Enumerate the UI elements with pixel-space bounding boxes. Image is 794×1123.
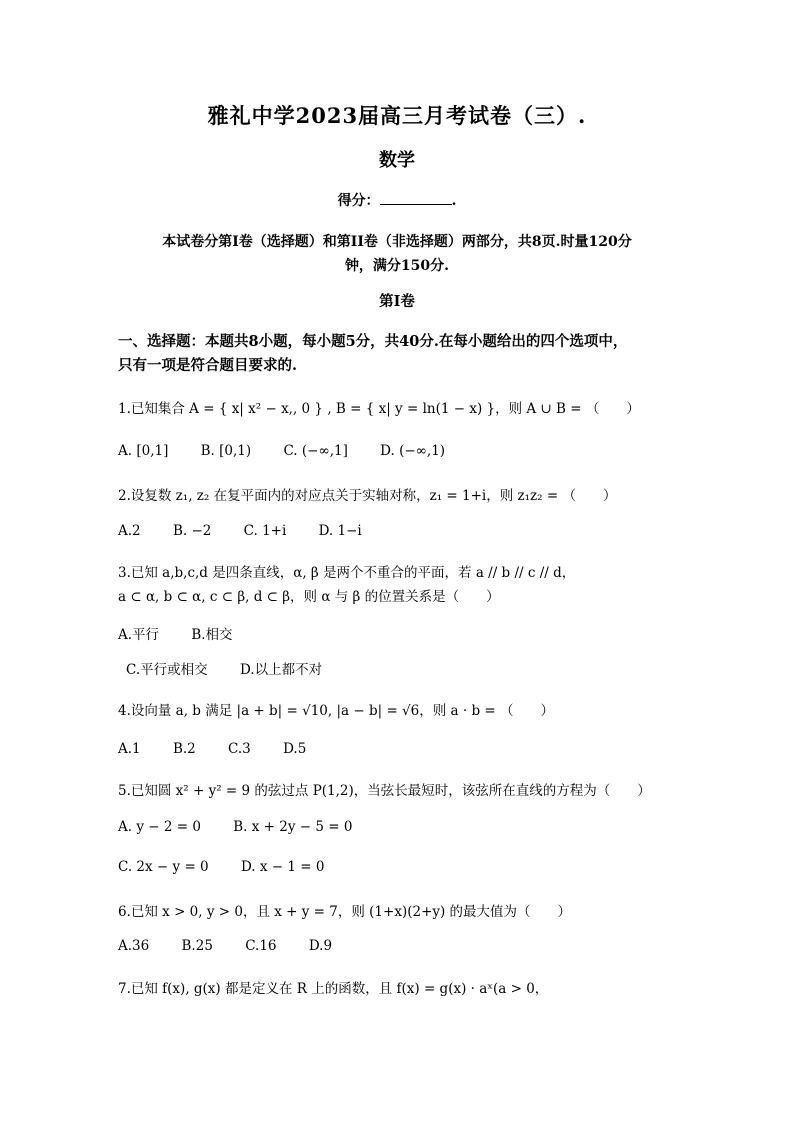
question-1-option-b[interactable]: B. [0,1) [200,443,252,459]
question-1-option-d[interactable]: D. (−∞,1) [380,443,446,459]
question-1-option-c[interactable]: C. (−∞,1] [283,443,348,459]
question-1-options [118,443,445,459]
question-2-option-c[interactable]: C. 1+i [243,523,287,539]
section-1-line-1: 一、选择题：本题共8小题，每小题5分，共40分.在每小题给出的四个选项中， [118,333,628,350]
exam-title: 雅礼中学2023届高三月考试卷（三）. [207,103,587,128]
section-1-instructions [118,330,698,378]
question-4-option-d[interactable]: D.5 [283,741,307,757]
question-5-options-row-2 [118,859,324,875]
question-6-option-c[interactable]: C.16 [245,938,277,954]
question-5-option-a[interactable]: A. y − 2 = 0 [118,819,201,835]
question-5-stem: 5.已知圆 x² + y² = 9 的弦过点 P(1,2)，当弦长最短时，该弦所在直线的方程为（ ） [118,783,651,799]
question-1-stem: 1.已知集合 A = { x| x² − x,, 0 } , B = { x| y = ln(1 − x) }，则 A ∪ B = （ ） [118,401,640,417]
question-3-options-row-1 [118,623,233,643]
question-6-option-b[interactable]: B.25 [181,938,213,954]
question-2-options [118,523,362,539]
subject-title: 数学 [379,150,415,171]
question-5-option-d[interactable]: D. x − 1 = 0 [240,859,325,875]
question-3-option-a[interactable]: A.平行 [118,627,160,643]
question-5-option-c[interactable]: C. 2x − y = 0 [118,859,209,875]
question-4-stem: 4.设向量 a, b 满足 |a + b| = √10, |a − b| = √6，则 a · b = （ ） [118,703,554,719]
question-3-option-d[interactable]: D.以上都不对 [239,662,323,678]
question-5-options-row-1 [118,819,352,835]
question-2-option-b[interactable]: B. −2 [172,523,212,539]
question-5-option-b[interactable]: B. x + 2y − 5 = 0 [233,819,353,835]
question-6-option-a[interactable]: A.36 [118,938,150,954]
question-4-option-b[interactable]: B.2 [172,741,196,757]
intro-line-1: 本试卷分第I卷（选择题）和第II卷（非选择题）两部分，共8页.时量120分 [162,234,632,250]
question-4-option-a[interactable]: A.1 [118,741,141,757]
question-3-option-c[interactable]: C.平行或相交 [126,662,208,678]
score-line [0,190,794,210]
question-4-options [118,741,306,757]
question-6-options [118,938,332,954]
question-3-options-row-2 [126,658,322,678]
question-3-stem: 3.已知 a,b,c,d 是四条直线，α, β 是两个不重合的平面，若 a // b // c // d， [118,565,576,581]
exam-intro [0,230,794,278]
score-label: 得分： [337,193,380,209]
question-3-stem-2: a ⊂ α, b ⊂ α, c ⊂ β, d ⊂ β，则 α 与 β 的位置关系是（ ） [118,589,500,605]
question-2-option-a[interactable]: A.2 [118,523,141,539]
question-6-stem: 6.已知 x > 0, y > 0，且 x + y = 7，则 (1+x)(2+y) 的最大值为（ ） [118,904,572,920]
intro-line-2: 钟，满分150分. [344,258,450,274]
section-1-line-2: 只有一项是符合题目要求的. [118,357,298,374]
question-1-option-a[interactable]: A. [0,1] [118,443,169,459]
score-end: . [451,193,457,209]
question-2-stem: 2.设复数 z₁, z₂ 在复平面内的对应点关于实轴对称，z₁ = 1+i，则 z₁z₂ = （ ） [118,488,617,504]
question-7-stem: 7.已知 f(x), g(x) 都是定义在 R 上的函数，且 f(x) = g(x) · aˣ(a > 0， [118,981,549,997]
part-1-heading: 第I卷 [379,293,415,310]
question-3-option-b[interactable]: B.相交 [191,627,233,643]
question-4-option-c[interactable]: C.3 [228,741,251,757]
question-2-option-d[interactable]: D. 1−i [318,523,362,539]
score-blank[interactable] [380,190,452,205]
question-6-option-d[interactable]: D.9 [308,938,333,954]
